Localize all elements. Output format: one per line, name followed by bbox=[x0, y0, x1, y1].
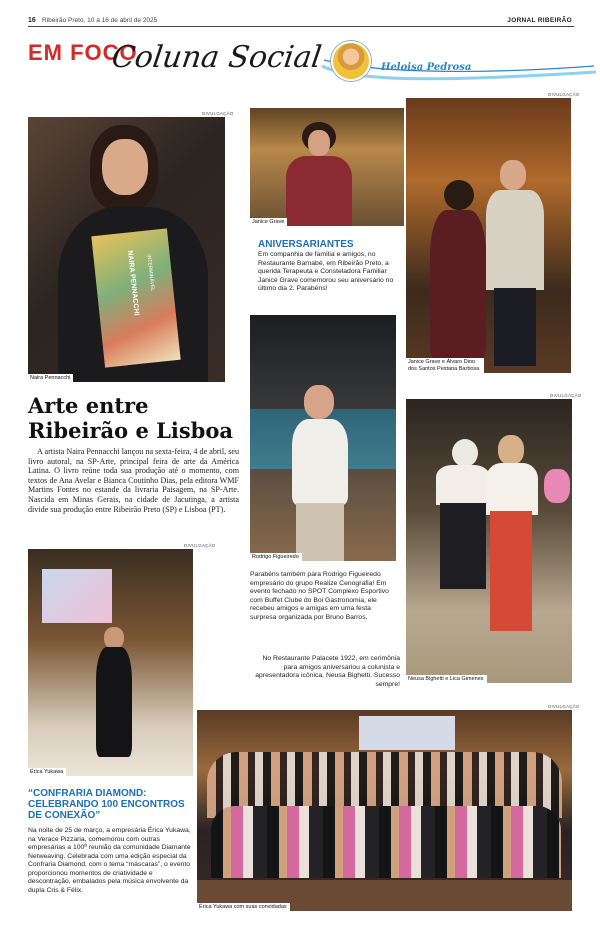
photo-caption: Érica Yukawa com suas convidadas bbox=[197, 903, 290, 912]
photo-credit: DIVULGAÇÃO bbox=[548, 704, 580, 709]
author-name: Heloisa Pedrosa bbox=[381, 62, 472, 73]
photo-credit: DIVULGAÇÃO bbox=[184, 543, 216, 548]
photo-caption: Neusa Bighetti e Lica Gimenes bbox=[406, 675, 487, 684]
article-body: No Restaurante Palacete 1922, em cerimônia para amigos aniversariou a colunista e apresentadora icônica, Neusa Bighetti. Sucesso sempre! bbox=[255, 655, 400, 688]
photo-credit: DIVULGAÇÃO bbox=[550, 393, 582, 398]
section-label: EM FOCO bbox=[28, 40, 138, 65]
article-body: Em companhia de família e amigos, no Restaurante Barnabé, em Ribeirão Preto, a querida Terapeuta e Consteladora Familiar Janice Grave comemorou seu aniversário no último dia 2. Parabéns! bbox=[258, 251, 394, 292]
photo-janice bbox=[250, 108, 404, 226]
section-heading: “CONFRARIA DIAMOND: CELEBRANDO 100 ENCONTROS DE CONEXÃO” bbox=[28, 788, 185, 821]
article-body: A artista Naira Pennacchi lançou na sexta-feira, 4 de abril, seu livro autoral, na SP-Arte, principal feira de arte da América Latina. O livro reúne toda sua produção até o momento, com textos de Ana Avelar e Bianca Coutinho Dias, pela editora WMF Martins Fontes no estande da livraria Paisagem, na SP-Arte. Nascida em Minas Gerais, na cidade de Jacutinga, a artista divide sua produção entre Ribeirão Preto (SP) e Lisboa (PT). bbox=[28, 447, 239, 514]
article-body: Na noite de 25 de março, a empresária Érica Yukawa, na Verace Pizzaria, comemorou com outras empresárias a 100ª reunião da comunidade Diamante Netweaving. Celebrada com uma edição especial da Confraria Diamond, com o tema “máscaras”, o evento proporcionou momentos de criatividade e descontração, embalados pela música envolvente da dupla Cris & Félix. bbox=[28, 827, 191, 894]
photo-caption: Érica Yukawa bbox=[28, 768, 66, 777]
photo-credit: DIVULGAÇÃO bbox=[548, 92, 580, 97]
photo-caption: Naira Pennacchi bbox=[28, 374, 73, 383]
page-number: 16 bbox=[28, 17, 36, 24]
photo-caption: Janice Grave bbox=[250, 218, 287, 227]
photo-neusa bbox=[406, 399, 572, 683]
article-headline: Arte entre Ribeirão e Lisboa bbox=[28, 393, 233, 443]
book-spine-text: NAIRA PENNACCHI bbox=[126, 250, 140, 316]
photo-erica bbox=[28, 549, 193, 776]
photo-group bbox=[197, 710, 572, 911]
section-heading: ANIVERSARIANTES bbox=[258, 239, 354, 250]
article-body: Parabéns também para Rodrigo Figueiredo empresário do grupo Realize Cenografia! Em evento fechado no SPOT Complexo Esportivo com Buffet Clube do Boi Gastronomia, ele recebeu amigos e amigas em uma festa surpresa organizada por Bruno Barros. bbox=[250, 571, 389, 621]
book-cover bbox=[91, 228, 180, 367]
top-rule bbox=[28, 26, 574, 27]
issue-date: Ribeirão Preto, 10 a 16 de abril de 2025 bbox=[42, 17, 158, 24]
photo-credit: DIVULGAÇÃO bbox=[202, 111, 234, 116]
photo-rodrigo bbox=[250, 315, 396, 561]
author-avatar bbox=[331, 41, 371, 81]
photo-caption: Janice Grave e Álvaro Dino dos Santos Pestana Barbosa bbox=[406, 358, 484, 373]
photo-janice-alvaro bbox=[406, 98, 571, 373]
newspaper-name: JORNAL RIBEIRÃO bbox=[507, 17, 572, 24]
photo-naira bbox=[28, 117, 225, 382]
book-cover-text: INTERMINÁVEL bbox=[145, 254, 156, 292]
column-title: Coluna Social bbox=[109, 40, 324, 75]
photo-caption: Rodrigo Figueiredo bbox=[250, 553, 302, 562]
